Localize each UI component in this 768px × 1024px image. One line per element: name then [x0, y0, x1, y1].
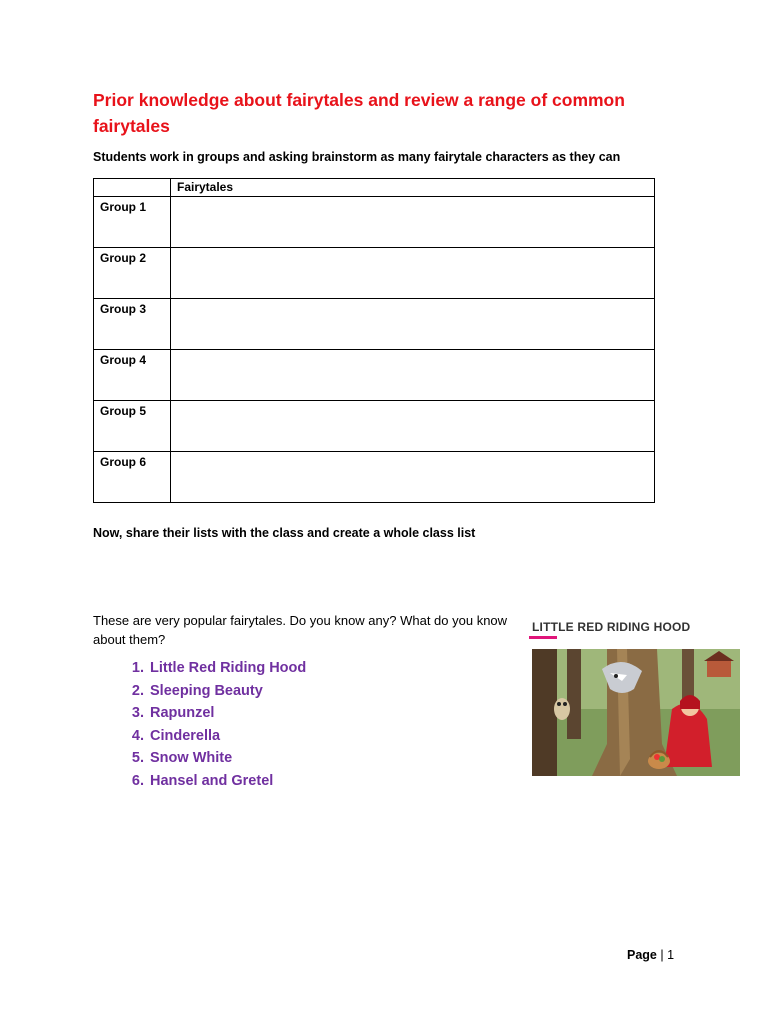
- list-item: 4. Cinderella: [148, 725, 478, 748]
- caption-underline: [529, 636, 557, 639]
- table-row: [94, 248, 655, 299]
- table-row: [94, 350, 655, 401]
- page-label: Page: [627, 948, 657, 962]
- group-label: Group 5: [94, 401, 171, 452]
- intro-text: These are very popular fairytales. Do you know any? What do you know about them?: [93, 613, 508, 647]
- table-row: [94, 452, 655, 503]
- group-label: Group 4: [94, 350, 171, 401]
- image-caption: LITTLE RED RIDING HOOD: [532, 620, 691, 634]
- group-answer-cell[interactable]: [171, 197, 655, 248]
- list-item: 6. Hansel and Gretel: [148, 770, 478, 793]
- group-answer-cell[interactable]: [171, 248, 655, 299]
- share-instruction: Now, share their lists with the class and create a whole class list: [93, 526, 476, 540]
- groups-table: [93, 178, 655, 503]
- group-label: Group 1: [94, 197, 171, 248]
- group-label: Group 2: [94, 248, 171, 299]
- group-answer-cell[interactable]: [171, 299, 655, 350]
- list-item: 3. Rapunzel: [148, 702, 478, 725]
- table-row: [94, 299, 655, 350]
- list-item: 5. Snow White: [148, 747, 478, 770]
- little-red-riding-hood-illustration: [532, 649, 740, 776]
- table-header-blank: [94, 179, 171, 197]
- table-row: [94, 401, 655, 452]
- page-number: 1: [667, 948, 675, 962]
- table-header-row: [94, 179, 655, 197]
- table-header-fairytales: Fairytales: [171, 179, 655, 197]
- group-label: Group 3: [94, 299, 171, 350]
- group-label: Group 6: [94, 452, 171, 503]
- page-footer: [627, 948, 674, 962]
- group-answer-cell[interactable]: [171, 401, 655, 452]
- list-item: 1. Little Red Riding Hood: [148, 657, 478, 680]
- group-answer-cell[interactable]: [171, 452, 655, 503]
- page-title: Prior knowledge about fairytales and review a range of common fairytales: [93, 90, 625, 136]
- list-item: 2. Sleeping Beauty: [148, 680, 478, 703]
- table-row: [94, 197, 655, 248]
- instruction-text: Students work in groups and asking brainstorm as many fairytale characters as they can: [93, 150, 621, 164]
- fairytale-list: [93, 657, 478, 792]
- page-separator: |: [660, 948, 664, 962]
- group-answer-cell[interactable]: [171, 350, 655, 401]
